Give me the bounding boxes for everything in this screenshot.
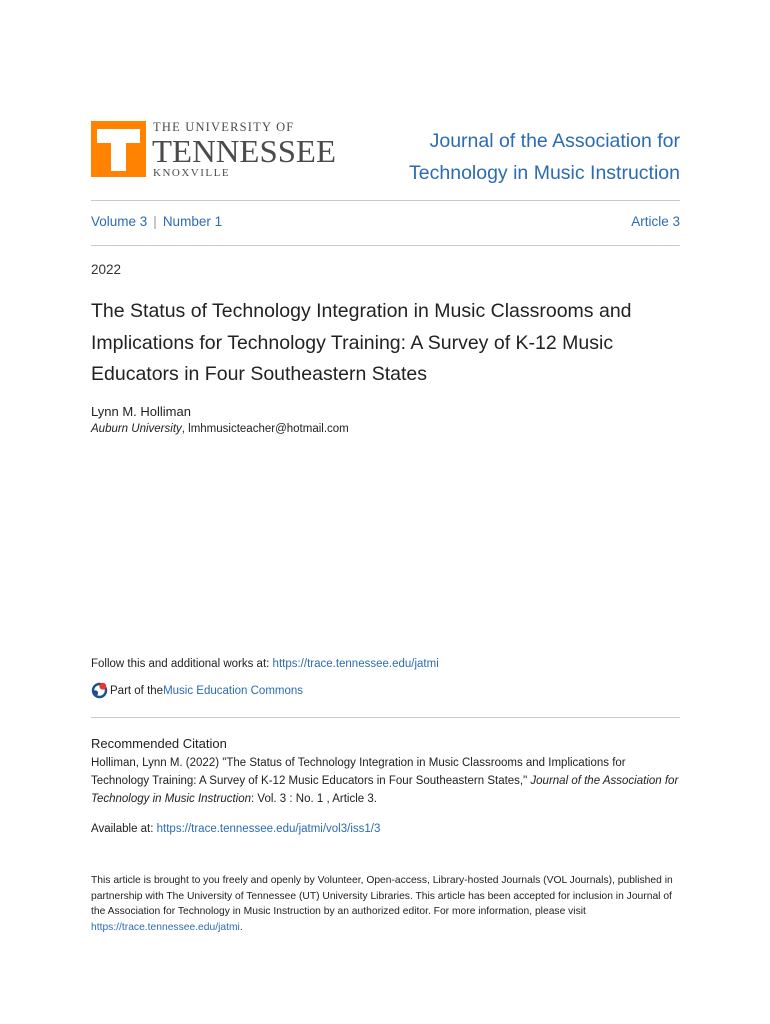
header: [91, 117, 680, 189]
citation-volume: : Vol. 3 : No. 1 , Article 3.: [251, 793, 377, 805]
journal-title-line2[interactable]: Technology in Music Instruction: [409, 162, 680, 184]
svg-text:THE UNIVERSITY OF: THE UNIVERSITY OF: [153, 120, 295, 134]
recommended-citation-text: [91, 754, 680, 808]
available-link[interactable]: https://trace.tennessee.edu/jatmi/vol3/iss1/3: [156, 823, 381, 835]
part-of-text: Part of the: [110, 684, 164, 697]
article-link[interactable]: Article 3: [631, 214, 680, 229]
available-at-line: [91, 823, 380, 835]
issue-row: [91, 214, 680, 229]
author-affiliation: [91, 423, 349, 435]
citation-journal: Journal of the Association for Technology in Music Instruction: [91, 775, 679, 805]
bepress-network-icon: [91, 682, 108, 699]
author-name: Lynn M. Holliman: [91, 404, 191, 419]
divider: [91, 717, 680, 718]
music-education-commons-link[interactable]: Music Education Commons: [163, 684, 304, 697]
journal-title[interactable]: [409, 125, 680, 189]
article-title: The Status of Technology Integration in Music Classrooms and Implications for Technology Training: A Survey of K-12 Music Educators in Four Southeastern States: [91, 300, 632, 385]
part-of-line: [91, 682, 303, 699]
available-text: Available at:: [91, 823, 157, 835]
university-logo: [91, 119, 337, 179]
separator: |: [153, 214, 157, 229]
footer-text: This article is brought to you freely and openly by Volunteer, Open-access, Library-hosted Journals (VOL Journals), published in partnership with The University of Tennessee (UT) University Libraries. This article has been accepted for inclusion in Journal of the Association for Technology in Music Instruction by an authorized editor. For more information, please visit: [91, 875, 673, 917]
footer-end: .: [239, 921, 243, 933]
follow-text: Follow this and additional works at:: [91, 658, 273, 670]
svg-text:KNOXVILLE: KNOXVILLE: [153, 167, 231, 179]
footer-link[interactable]: https://trace.tennessee.edu/jatmi: [91, 921, 240, 933]
journal-title-line1[interactable]: Journal of the Association for: [429, 130, 680, 152]
citation-main: Holliman, Lynn M. (2022) "The Status of Technology Integration in Music Classrooms and Implications for Technology Training: A Survey of K-12 Music Educators in Four Southeastern States,": [91, 757, 626, 787]
follow-link[interactable]: https://trace.tennessee.edu/jatmi: [272, 658, 439, 670]
divider: [91, 200, 680, 201]
publication-year: 2022: [91, 262, 122, 277]
author-email: , lmhmusicteacher@hotmail.com: [181, 423, 349, 435]
number-link[interactable]: Number 1: [162, 214, 223, 229]
svg-text:TENNESSEE: TENNESSEE: [152, 133, 336, 169]
footer-notice: [91, 873, 680, 935]
recommended-citation-heading: Recommended Citation: [91, 736, 227, 751]
volume-link[interactable]: Volume 3: [91, 214, 148, 229]
author-institution: Auburn University: [91, 423, 182, 435]
follow-line: [91, 658, 439, 670]
divider: [91, 245, 680, 246]
